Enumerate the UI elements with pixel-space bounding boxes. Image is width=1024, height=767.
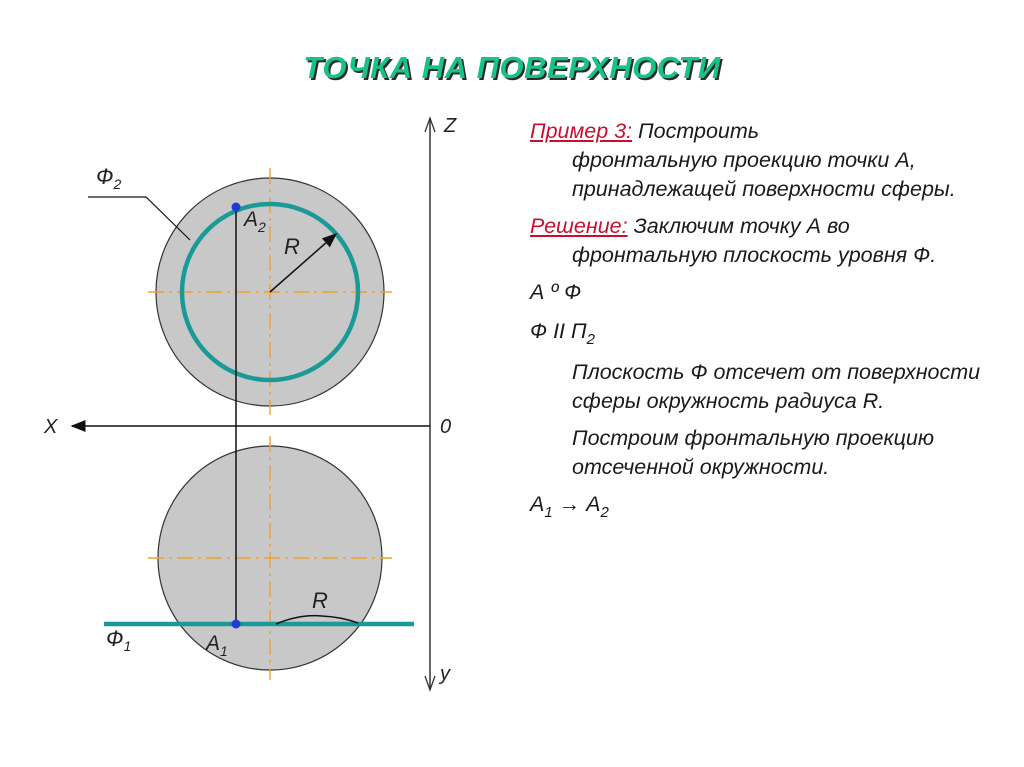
formula-phi-parallel: Ф II $П_2$	[530, 319, 595, 348]
solution-label: Решение:	[530, 214, 628, 238]
point-a1	[232, 620, 241, 629]
label-x: X	[44, 416, 58, 438]
label-phi2: $Ф_2$	[96, 164, 122, 192]
label-y: y	[440, 663, 450, 685]
page-title: ТОЧКА НА ПОВЕРХНОСТИ	[303, 50, 721, 85]
example-statement: Пример 3: Построить фронтальную проекцию точки А, принадлежащей поверхности сферы.	[530, 117, 1000, 204]
explanation-text	[530, 117, 1000, 531]
paragraph-plane-cut: Плоскость Ф отсечет от поверхности сферы окружность радиуса R.	[572, 360, 981, 413]
label-a2: $A_2$	[244, 208, 266, 235]
label-a1: $A_1$	[206, 632, 228, 659]
label-r-top: R	[284, 234, 300, 259]
example-label: Пример 3:	[530, 119, 633, 143]
label-o: 0	[440, 416, 452, 438]
solution-statement: Решение: Заключим точку А во фронтальную плоскость уровня Ф.	[530, 212, 1000, 270]
label-r-bottom: R	[312, 588, 328, 613]
point-a2	[232, 203, 241, 212]
formula-a1-to-a2: $А_1 \to А_2$	[530, 492, 609, 521]
formula-a-in-phi: А º Ф	[530, 280, 582, 304]
paragraph-construct: Построим фронтальную проекцию отсеченной окружности.	[572, 426, 935, 479]
label-z: Z	[444, 115, 457, 137]
solution-body: фронтальную плоскость уровня Ф.	[572, 243, 937, 267]
example-body: фронтальную проекцию точки А, принадлежащей поверхности сферы.	[572, 148, 956, 201]
label-phi1: $Ф_1$	[106, 626, 132, 654]
